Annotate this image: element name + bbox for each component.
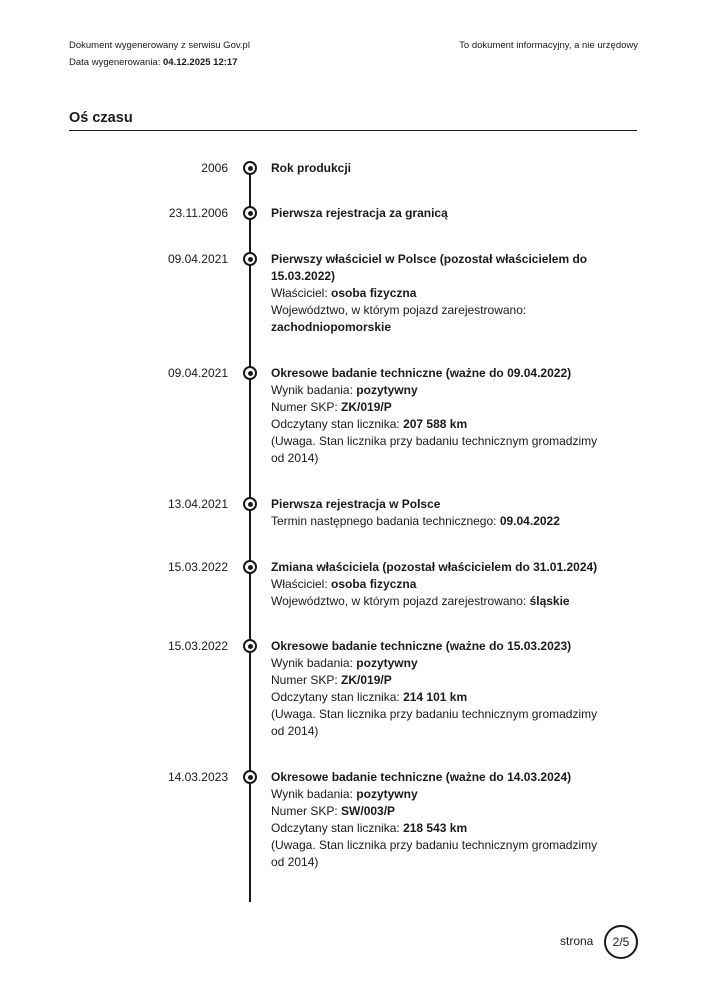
event-detail-line — [271, 382, 611, 399]
event-detail-line — [271, 593, 611, 610]
detail-value: zachodniopomorskie — [271, 320, 392, 334]
event-title: Okresowe badanie techniczne (ważne do 09.04.2022) — [271, 366, 572, 380]
timeline-dot-icon — [243, 206, 257, 220]
detail-label: (Uwaga. Stan licznika przy badaniu technicznym gromadzimy od 2014) — [271, 838, 598, 869]
detail-value: 218 543 km — [403, 821, 468, 835]
detail-label: Wynik badania: — [271, 787, 357, 801]
timeline-dot-icon — [243, 252, 257, 266]
detail-label: Odczytany stan licznika: — [271, 417, 404, 431]
timeline-dot-icon — [243, 770, 257, 784]
detail-label: Numer SKP: — [271, 400, 342, 414]
event-detail-line — [271, 513, 611, 530]
timeline-dot-icon — [243, 161, 257, 175]
generated-label: Data wygenerowania: — [69, 57, 161, 68]
detail-value: pozytywny — [356, 656, 418, 670]
event-date: 09.04.2021 — [167, 366, 228, 380]
event-detail-line — [271, 302, 611, 336]
event-detail-line — [271, 803, 611, 820]
detail-value: pozytywny — [356, 787, 418, 801]
event-date: 15.03.2022 — [167, 560, 228, 574]
page-label: strona — [560, 934, 594, 948]
event-date: 14.03.2023 — [167, 770, 228, 784]
detail-value: ZK/019/P — [341, 400, 392, 414]
detail-label: Numer SKP: — [271, 673, 342, 687]
generated-value: 04.12.2025 12:17 — [163, 57, 238, 68]
detail-label: Odczytany stan licznika: — [271, 821, 404, 835]
event-detail-line — [271, 837, 611, 871]
detail-value: osoba fizyczna — [331, 286, 417, 300]
event-title: Zmiana właściciela (pozostał właścicielem do 31.01.2024) — [271, 560, 598, 574]
event-date: 23.11.2006 — [168, 206, 228, 220]
event-body — [271, 496, 611, 530]
detail-value: osoba fizyczna — [331, 577, 417, 591]
event-title: Pierwszy właściciel w Polsce (pozostał właścicielem do 15.03.2022) — [271, 252, 588, 283]
event-body — [271, 251, 611, 336]
timeline-dot-icon — [243, 497, 257, 511]
event-detail-line — [271, 433, 611, 467]
event-detail-line — [271, 416, 611, 433]
detail-label: Właściciel: — [271, 286, 332, 300]
timeline-line — [249, 168, 251, 902]
event-date: 09.04.2021 — [167, 252, 228, 266]
detail-label: Numer SKP: — [271, 804, 342, 818]
detail-value: SW/003/P — [341, 804, 396, 818]
event-detail-line — [271, 576, 611, 593]
detail-label: (Uwaga. Stan licznika przy badaniu technicznym gromadzimy od 2014) — [271, 434, 598, 465]
detail-value: 207 588 km — [403, 417, 468, 431]
event-title: Pierwsza rejestracja za granicą — [271, 206, 448, 220]
detail-label: Województwo, w którym pojazd zarejestrowano: — [271, 594, 530, 608]
detail-label: Właściciel: — [271, 577, 332, 591]
event-body — [271, 638, 611, 740]
event-detail-line — [271, 285, 611, 302]
event-detail-line — [271, 786, 611, 803]
detail-label: Wynik badania: — [271, 383, 357, 397]
event-date: 15.03.2022 — [167, 639, 228, 653]
header-source: Dokument wygenerowany z serwisu Gov.pl — [69, 40, 250, 51]
event-detail-line — [271, 689, 611, 706]
event-title: Okresowe badanie techniczne (ważne do 14.03.2024) — [271, 770, 572, 784]
detail-label: Odczytany stan licznika: — [271, 690, 404, 704]
timeline-dot-icon — [243, 560, 257, 574]
event-body — [271, 559, 611, 610]
event-title: Okresowe badanie techniczne (ważne do 15.03.2023) — [271, 639, 572, 653]
event-detail-line — [271, 820, 611, 837]
detail-label: Wynik badania: — [271, 656, 357, 670]
event-body — [271, 205, 611, 222]
event-date: 2006 — [201, 161, 228, 175]
detail-label: Województwo, w którym pojazd zarejestrowano: — [271, 303, 527, 317]
timeline-dot-icon — [243, 366, 257, 380]
event-body — [271, 769, 611, 871]
header-disclaimer: To dokument informacyjny, a nie urzędowy — [459, 40, 638, 51]
detail-value: śląskie — [529, 594, 570, 608]
event-body — [271, 160, 611, 177]
header-generated-date — [69, 57, 237, 68]
detail-label: (Uwaga. Stan licznika przy badaniu technicznym gromadzimy od 2014) — [271, 707, 598, 738]
detail-value: 214 101 km — [403, 690, 468, 704]
detail-value: pozytywny — [356, 383, 418, 397]
event-body — [271, 365, 611, 467]
event-detail-line — [271, 399, 611, 416]
event-detail-line — [271, 655, 611, 672]
event-date: 13.04.2021 — [167, 497, 228, 511]
event-detail-line — [271, 672, 611, 689]
detail-value: 09.04.2022 — [499, 514, 560, 528]
section-title: Oś czasu — [69, 110, 637, 131]
event-title: Rok produkcji — [271, 161, 352, 175]
detail-label: Termin następnego badania technicznego: — [271, 514, 500, 528]
detail-value: ZK/019/P — [341, 673, 392, 687]
event-title: Pierwsza rejestracja w Polsce — [271, 497, 441, 511]
event-detail-line — [271, 706, 611, 740]
page-number: 2/5 — [604, 925, 638, 959]
timeline-dot-icon — [243, 639, 257, 653]
